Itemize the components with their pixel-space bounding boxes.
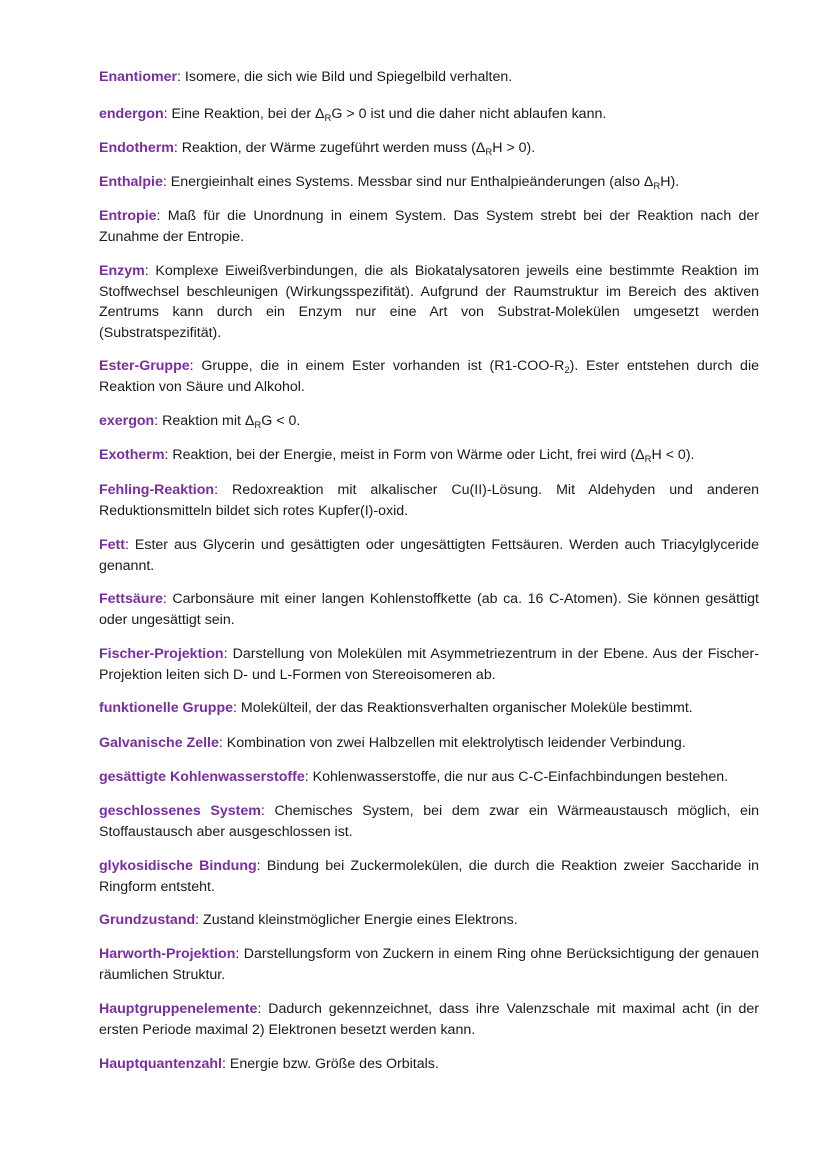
subscript: 2: [564, 365, 570, 376]
subscript: R: [254, 420, 262, 431]
glossary-term: Entropie: [99, 208, 157, 224]
glossary-definition: : Energie bzw. Größe des Orbitals.: [221, 1056, 439, 1072]
glossary-definition: : Gruppe, die in einem Ester vorhanden ist (R1-COO-R: [189, 358, 565, 374]
glossary-definition: : Darstellungsform von Zuckern in einem Ring ohne Berücksichtigung der genauen räumlichen Struktur.: [99, 946, 759, 983]
glossary-entry: [99, 801, 759, 842]
glossary-definition: : Reaktion, der Wärme zugeführt werden muss (Δ: [173, 140, 486, 156]
glossary-term: glykosidische Bindung: [99, 858, 257, 874]
glossary-entry: [99, 589, 759, 630]
glossary-entry: [99, 644, 759, 685]
glossary-term: Hauptgruppenelemente: [99, 1001, 258, 1017]
glossary-definition: : Energieinhalt eines Systems. Messbar sind nur Enthalpieänderungen (also Δ: [162, 174, 654, 190]
glossary-term: Galvanische Zelle: [99, 735, 219, 751]
glossary-entry: [99, 67, 512, 88]
glossary-entry: [99, 767, 759, 788]
glossary-entry: [99, 910, 759, 931]
glossary-entry: [99, 138, 535, 159]
glossary-entry: [99, 698, 759, 719]
glossary-entry: [99, 733, 759, 754]
glossary-definition: : Ester aus Glycerin und gesättigten oder ungesättigten Fettsäuren. Werden auch Triacylglyceride genannt.: [99, 537, 759, 574]
glossary-term: Exotherm: [99, 447, 165, 463]
glossary-definition: : Isomere, die sich wie Bild und Spiegelbild verhalten.: [177, 69, 513, 85]
glossary-entry: [99, 206, 759, 247]
glossary-term: funktionelle Gruppe: [99, 700, 233, 716]
glossary-entry: [99, 1054, 759, 1075]
subscript: R: [485, 147, 493, 158]
glossary-term: Fischer-Projektion: [99, 646, 224, 662]
glossary-definition: : Carbonsäure mit einer langen Kohlenstoffkette (ab ca. 16 C-Atomen). Sie können gesättigt oder ungesättigt sein.: [99, 591, 759, 628]
glossary-entry: [99, 261, 759, 343]
glossary-definition: : Zustand kleinstmöglicher Energie eines Elektrons.: [195, 912, 518, 928]
subscript: R: [653, 181, 661, 192]
glossary-definition: G < 0.: [261, 413, 301, 429]
glossary-definition: : Molekülteil, der das Reaktionsverhalten organischer Moleküle bestimmt.: [233, 700, 693, 716]
glossary-definition: : Bindung bei Zuckermolekülen, die durch die Reaktion zweier Saccharide in Ringform entsteht.: [99, 858, 760, 895]
glossary-term: geschlossenes System: [99, 803, 261, 819]
subscript: R: [644, 454, 652, 465]
glossary-term: Fehling-Reaktion: [99, 482, 215, 498]
glossary-definition: : Maß für die Unordnung in einem System. Das System strebt bei der Reaktion nach der Zunahme der Entropie.: [99, 208, 759, 245]
glossary-term: Harworth-Projektion: [99, 946, 236, 962]
glossary-term: Ester-Gruppe: [99, 358, 190, 374]
glossary-term: Enantiomer: [99, 69, 178, 85]
glossary-term: exergon: [99, 413, 155, 429]
glossary-term: endergon: [99, 106, 164, 122]
glossary-entry: [99, 535, 759, 576]
glossary-definition: : Dadurch gekennzeichnet, dass ihre Valenzschale mit maximal acht (in der ersten Periode maximal 2) Elektronen besetzt werden kann.: [99, 1001, 759, 1038]
glossary-term: Fett: [99, 537, 126, 553]
glossary-term: Fettsäure: [99, 591, 163, 607]
glossary-term: Enzym: [99, 263, 145, 279]
glossary-definition: : Redoxreaktion mit alkalischer Cu(II)-Lösung. Mit Aldehyden und anderen Reduktionsmitteln bildet sich rotes Kupfer(I)-oxid.: [99, 482, 759, 519]
glossary-term: Grundzustand: [99, 912, 196, 928]
glossary-definition: G > 0 ist und die daher nicht ablaufen kann.: [331, 106, 607, 122]
subscript: R: [324, 113, 332, 124]
glossary-definition: ). Ester entstehen durch die Reaktion von Säure und Alkohol.: [99, 358, 759, 395]
glossary-definition: H).: [660, 174, 680, 190]
glossary-definition: : Kombination von zwei Halbzellen mit elektrolytisch leidender Verbindung.: [218, 735, 686, 751]
glossary-term: Enthalpie: [99, 174, 163, 190]
glossary-definition: H > 0).: [492, 140, 536, 156]
glossary-definition: H < 0).: [651, 447, 695, 463]
glossary-term: Hauptquantenzahl: [99, 1056, 222, 1072]
glossary-entry: [99, 445, 759, 466]
glossary-entry: [99, 356, 759, 397]
glossary-entry: [99, 411, 300, 432]
glossary-entry: [99, 856, 759, 897]
glossary-definition: : Eine Reaktion, bei der Δ: [163, 106, 325, 122]
glossary-definition: : Reaktion mit Δ: [154, 413, 255, 429]
glossary-definition: : Reaktion, bei der Energie, meist in Form von Wärme oder Licht, frei wird (Δ: [164, 447, 645, 463]
glossary-entry: [99, 944, 759, 985]
glossary-definition: : Kohlenwasserstoffe, die nur aus C-C-Einfachbindungen bestehen.: [304, 769, 729, 785]
glossary-definition: : Chemisches System, bei dem zwar ein Wärmeaustausch möglich, ein Stoffaustausch aber ausgeschlossen ist.: [99, 803, 759, 840]
glossary-entry: [99, 480, 759, 521]
glossary-term: Endotherm: [99, 140, 174, 156]
glossary-definition: : Komplexe Eiweißverbindungen, die als Biokatalysatoren jeweils eine bestimmte Reaktion im Stoffwechsel beschleunigen (Wirkungsspezifität). Aufgrund der Raumstruktur im Bereich des aktiven Zentrums kann durch ein Enzym nur eine Art von Substrat-Molekülen umgesetzt werden (Substratspezifität).: [99, 263, 759, 341]
glossary-term: gesättigte Kohlenwasserstoffe: [99, 769, 305, 785]
glossary-entry: [99, 999, 759, 1040]
glossary-entry: [99, 104, 606, 125]
glossary-entry: [99, 172, 679, 193]
glossary-definition: : Darstellung von Molekülen mit Asymmetriezentrum in der Ebene. Aus der Fischer-Projektion leiten sich D- und L-Formen von Stereoisomeren ab.: [99, 646, 759, 683]
